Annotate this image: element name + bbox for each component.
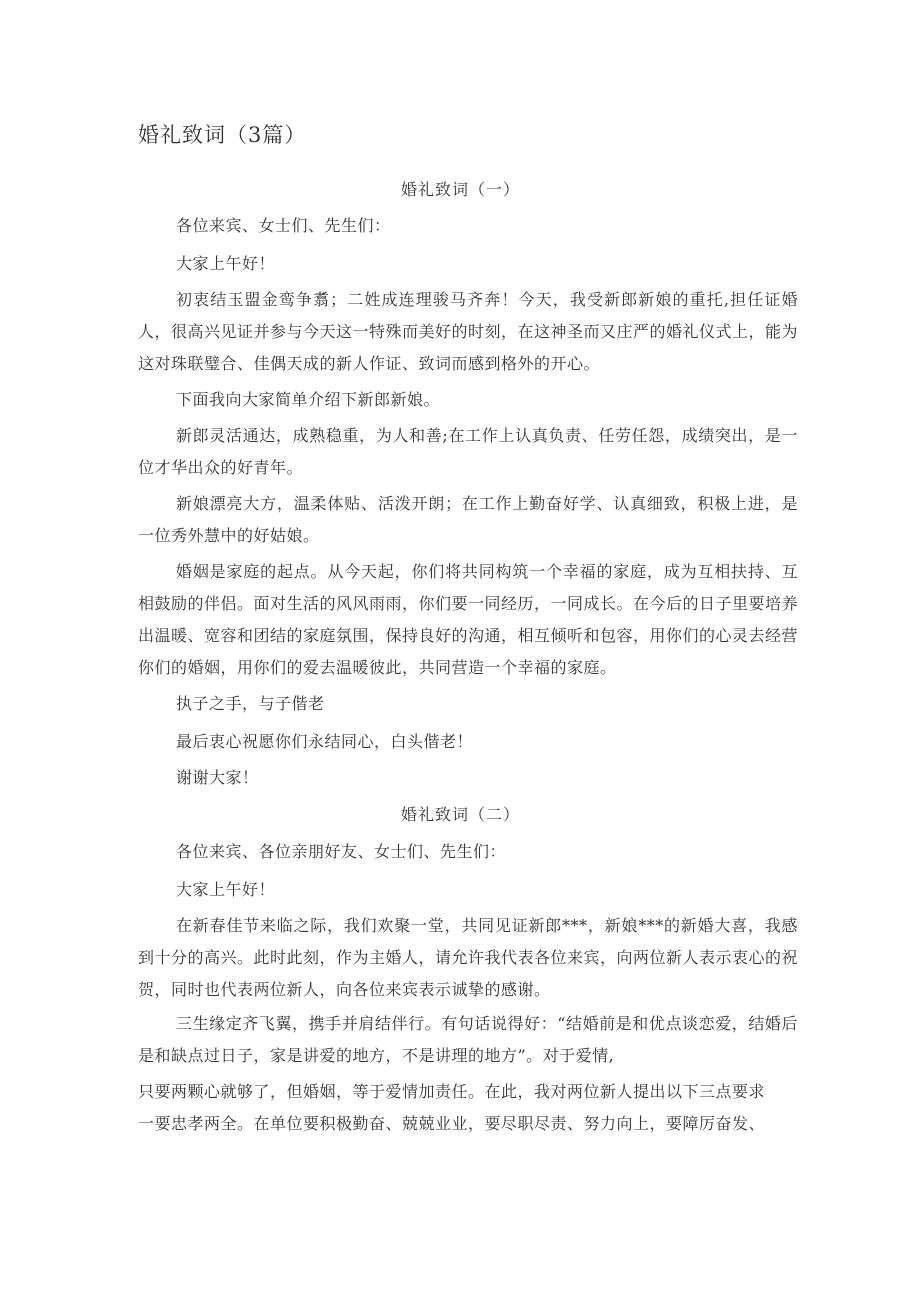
paragraph: 执子之手，与子偕老: [176, 694, 325, 713]
paragraph: 新郎灵活通达，成熟稳重，为人和善;在工作上认真负责、任劳任怨，成绩突出，是一位才华出众的好青年。: [138, 426, 798, 477]
paragraph: 下面我向大家简单介绍下新郎新娘。: [176, 390, 441, 409]
paragraph: 一要忠孝两全。在单位要积极勤奋、兢兢业业，要尽职尽责、努力向上，要障厉奋发、: [138, 1114, 766, 1133]
paragraph: 在新春佳节来临之际，我们欢聚一堂，共同见证新郎***，新娘***的新婚大喜，我感到十分的高兴。此时此刻，作为主婚人，请允许我代表各位来宾，向两位新人表示衷心的祝贺，同时也代表两位新人，向各位来宾表示诚挚的感谢。: [138, 916, 799, 999]
section-heading-1: 婚礼致词（一）: [400, 180, 520, 199]
paragraph: 初衷结玉盟金鸾争翥；二姓成连理骏马齐奔！今天，我受新郎新娘的重托,担任证婚人，很高兴见证并参与今天这一特殊而美好的时刻，在这神圣而又庄严的婚礼仪式上，能为这对珠联璧合、佳偶天成的新人作证、致词而感到格外的开心。: [138, 290, 799, 373]
paragraph: 最后衷心祝愿你们永结同心，白头偕老！: [176, 732, 474, 751]
paragraph: 谢谢大家！: [176, 768, 259, 787]
paragraph: 只要两颗心就够了，但婚姻，等于爱情加责任。在此，我对两位新人提出以下三点要求: [138, 1082, 766, 1101]
paragraph: 婚姻是家庭的起点。从今天起，你们将共同构筑一个幸福的家庭，成为互相扶持、互相鼓励的伴侣。面对生活的风风雨雨，你们要一同经历，一同成长。在今后的日子里要培养出温暖、宽容和团结的家庭氛围，保持良好的沟通，相互倾听和包容，用你们的心灵去经营你们的婚姻，用你们的爱去温暖彼此，共同营造一个幸福的家庭。: [138, 562, 799, 677]
paragraph: 新娘漂亮大方，温柔体贴、活泼开朗；在工作上勤奋好学、认真细致，积极上进，是一位秀外慧中的好姑娘。: [138, 494, 798, 545]
section-heading-2: 婚礼致词（二）: [400, 805, 520, 824]
paragraph: 大家上午好！: [176, 880, 276, 899]
document-title: 婚礼致词（3篇）: [138, 123, 307, 147]
paragraph: 各位来宾、各位亲朋好友、女士们、先生们：: [176, 842, 507, 861]
paragraph: 各位来宾、女士们、先生们：: [176, 216, 391, 235]
paragraph: 大家上午好！: [176, 254, 276, 273]
paragraph: 三生缘定齐飞翼，携手并肩结伴行。有句话说得好：“结婚前是和优点谈恋爱，结婚后是和缺点过日子，家是讲爱的地方，不是讲理的地方”。对于爱情,: [138, 1014, 798, 1065]
